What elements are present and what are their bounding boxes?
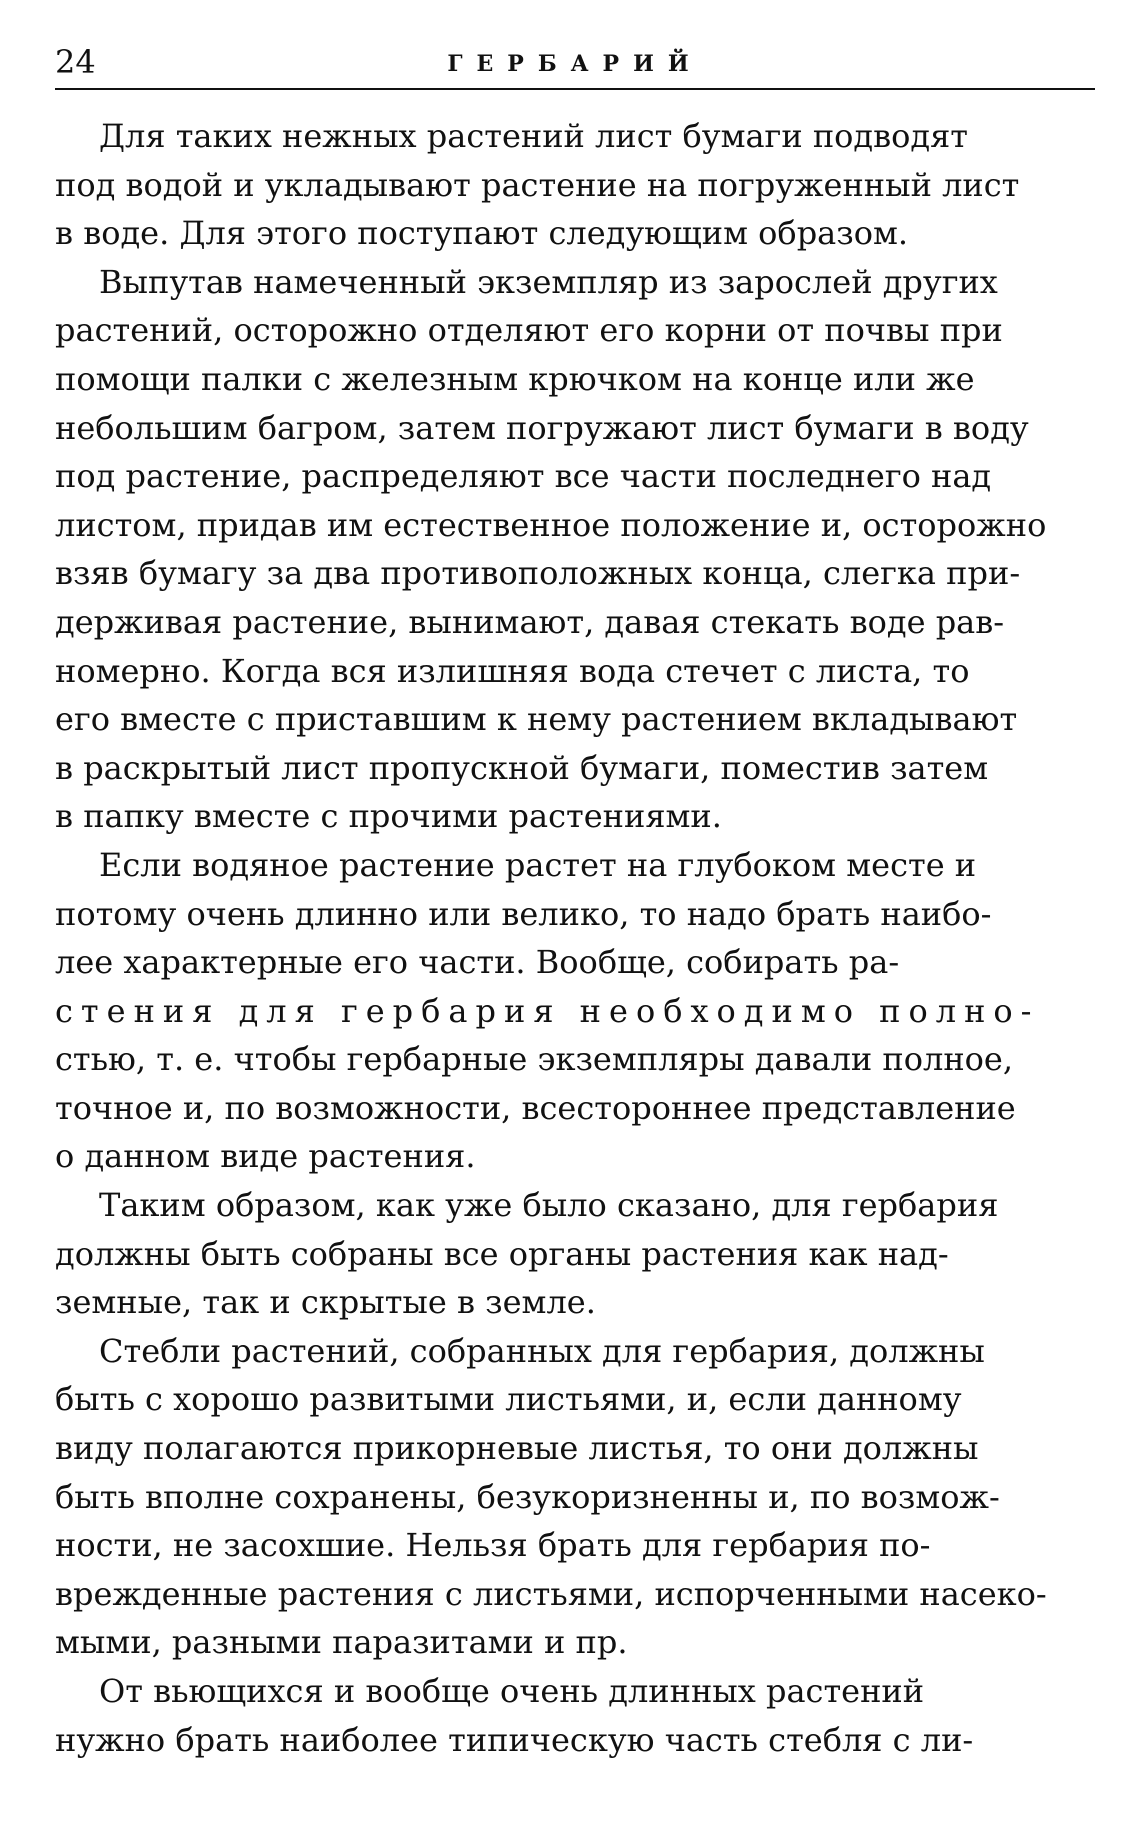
book-page [55,42,1095,1764]
page-number: 24 [55,43,96,81]
text-line: Выпутав намеченный экземпляр из зарослей других [99,262,998,301]
text-line: растений, осторожно отделяют его корни от почвы при [55,311,1003,350]
text-line: земные, так и скрытые в земле. [55,1283,596,1322]
text-line: нужно брать наиболее типическую часть стебля с ли- [55,1720,974,1759]
text-line: врежденные растения с листьями, испорченными насеко- [55,1574,1047,1613]
text-line: Для таких нежных растений лист бумаги подводят [99,117,968,155]
text-line: помощи палки с железным крючком на конце или же [55,359,975,398]
emphasized-line: стения для гербария необходимо полно- [55,991,1040,1030]
text-line: взяв бумагу за два противоположных конца, слегка при- [55,554,1021,593]
paragraph-3 [55,841,1095,1181]
text-line: должны быть собраны все органы растения как над- [55,1234,949,1273]
text-line: мыми, разными паразитами и пр. [55,1623,628,1662]
paragraph-5 [55,1327,1095,1667]
text-line: виду полагаются прикорневые листья, то они должны [55,1429,979,1468]
text-line: листом, придав им естественное положение и, осторожно [55,505,1047,544]
body-text [55,112,1095,1764]
paragraph-6 [55,1667,1095,1764]
text-line: быть вполне сохранены, безукоризненны и, по возмож- [55,1477,1000,1516]
text-line: о данном виде растения. [55,1137,476,1176]
text-line: в воде. Для этого поступают следующим образом. [55,214,909,253]
text-line: Если водяное растение растет на глубоком месте и [99,845,977,884]
paragraph-4 [55,1181,1095,1327]
running-head [55,42,1095,90]
text-line: небольшим багром, затем погружают лист бумаги в воду [55,408,1029,447]
text-line: номерно. Когда вся излишняя вода стечет с листа, то [55,651,970,690]
text-line: Стебли растений, собранных для гербария, должны [99,1331,985,1370]
text-line: Таким образом, как уже было сказано, для гербария [99,1186,999,1225]
text-line: в раскрытый лист пропускной бумаги, поместив затем [55,748,989,787]
text-line: его вместе с приставшим к нему растением вкладывают [55,700,1018,739]
text-line: точное и, по возможности, всестороннее представление [55,1088,1016,1127]
text-line: быть с хорошо развитыми листьями, и, если данному [55,1380,962,1419]
paragraph-1 [55,112,1095,258]
text-line: ности, не засохшие. Нельзя брать для гербария по- [55,1526,931,1565]
text-line: в папку вместе с прочими растениями. [55,797,722,836]
text-line: потому очень длинно или велико, то надо брать наибо- [55,894,992,933]
text-line: лее характерные его части. Вообще, собирать ра- [55,943,900,982]
text-line: под водой и укладывают растение на погруженный лист [55,165,1020,204]
running-title: ГЕРБАРИЙ [447,51,703,77]
text-line: под растение, распределяют все части последнего над [55,457,992,496]
text-line: стью, т. е. чтобы гербарные экземпляры давали полное, [55,1040,1014,1079]
text-line: От вьющихся и вообще очень длинных растений [99,1672,925,1710]
paragraph-2 [55,258,1095,841]
text-line: держивая растение, вынимают, давая стекать воде рав- [55,602,1005,641]
